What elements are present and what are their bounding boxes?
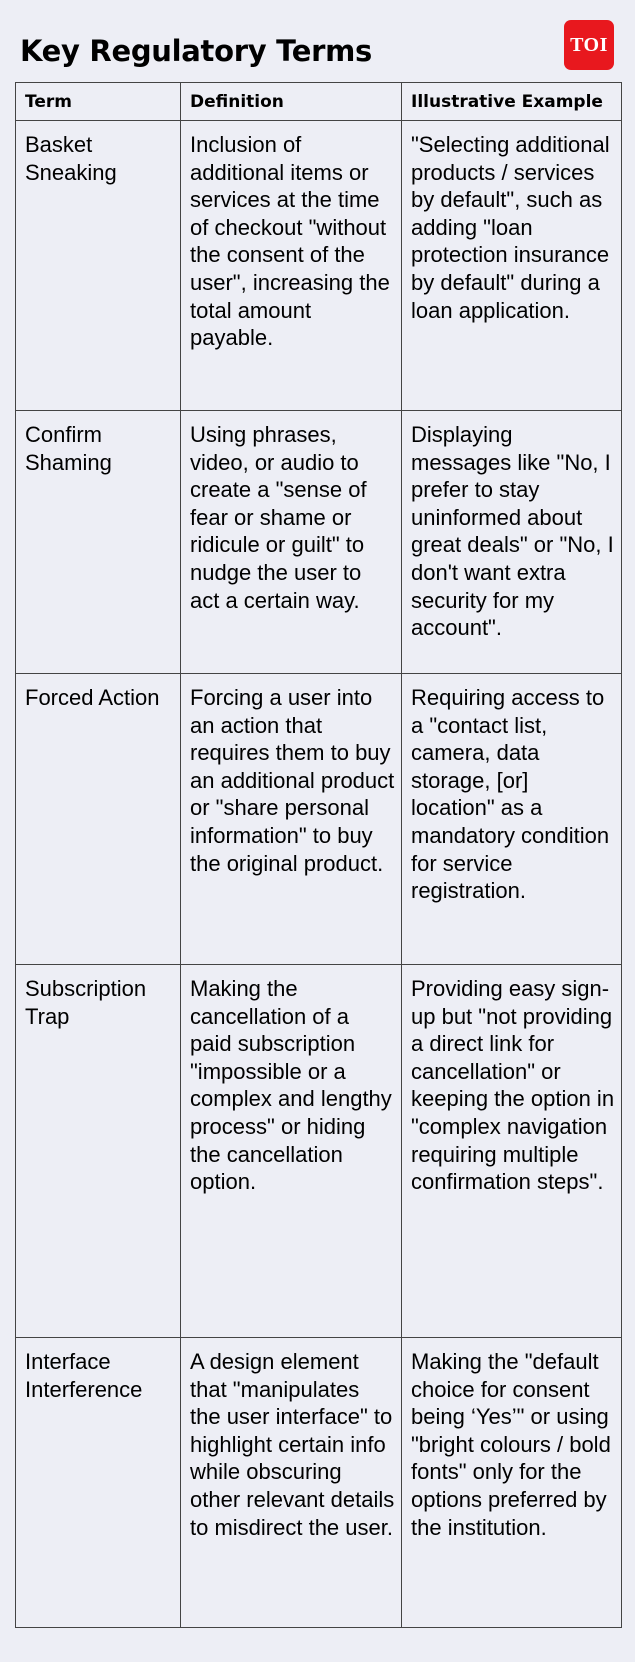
definition-cell: Forcing a user into an action that requires them to buy an additional product or "share personal information" to buy the original product. — [181, 674, 402, 965]
column-header-term: Term — [16, 83, 181, 121]
example-cell: Providing easy sign-up but "not providing a direct link for cancellation" or keeping the option in "complex navigation requiring multiple confirmation steps". — [402, 965, 622, 1338]
term-cell: Subscription Trap — [16, 965, 181, 1338]
table-row — [16, 1338, 622, 1628]
term-cell: Forced Action — [16, 674, 181, 965]
definition-cell: Making the cancellation of a paid subscription "impossible or a complex and lengthy process" or hiding the cancellation option. — [181, 965, 402, 1338]
table-row — [16, 121, 622, 411]
table-row — [16, 411, 622, 674]
definition-cell: Inclusion of additional items or services at the time of checkout "without the consent of the user", increasing the total amount payable. — [181, 121, 402, 411]
example-cell: Displaying messages like "No, I prefer to stay uninformed about great deals" or "No, I don't want extra security for my account". — [402, 411, 622, 674]
term-cell: Interface Interference — [16, 1338, 181, 1628]
toi-logo: TOI — [564, 20, 614, 70]
example-cell: "Selecting additional products / services by default", such as adding "loan protection insurance by default" during a loan application. — [402, 121, 622, 411]
term-cell: Confirm Shaming — [16, 411, 181, 674]
example-cell: Requiring access to a "contact list, camera, data storage, [or] location" as a mandatory condition for service registration. — [402, 674, 622, 965]
example-cell: Making the "default choice for consent being ‘Yes’" or using "bright colours / bold fonts" only for the options preferred by the institution. — [402, 1338, 622, 1628]
page-title: Key Regulatory Terms — [20, 34, 373, 68]
table-row — [16, 965, 622, 1338]
definition-cell: A design element that "manipulates the user interface" to highlight certain info while obscuring other relevant details to misdirect the user. — [181, 1338, 402, 1628]
table-header-row — [16, 83, 622, 121]
definition-cell: Using phrases, video, or audio to create a "sense of fear or shame or ridicule or guilt" to nudge the user to act a certain way. — [181, 411, 402, 674]
regulatory-terms-table — [15, 82, 622, 1628]
table-row — [16, 674, 622, 965]
column-header-definition: Definition — [181, 83, 402, 121]
column-header-example: Illustrative Example — [402, 83, 622, 121]
term-cell: Basket Sneaking — [16, 121, 181, 411]
